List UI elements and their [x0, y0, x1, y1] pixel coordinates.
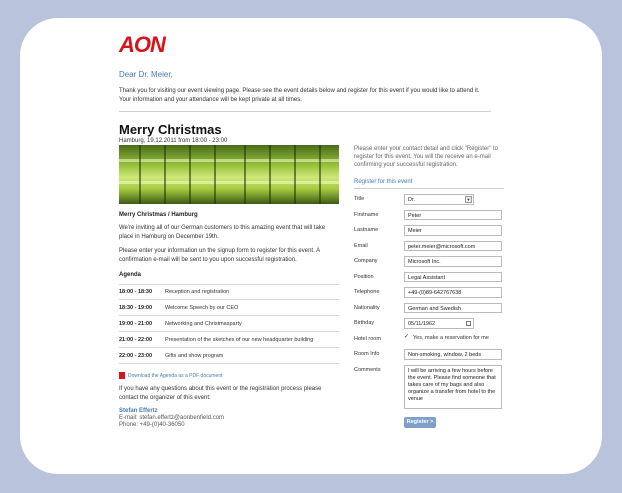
agenda-time: 22:00 - 23:00	[119, 352, 153, 359]
nationality-field[interactable]: German and Swedish	[404, 303, 502, 314]
field-label: Company	[354, 258, 378, 264]
photo-ray	[139, 145, 141, 204]
field-label: Room Info	[354, 351, 380, 357]
field-label: Comments	[354, 366, 381, 373]
agenda-label: Gifts and show program	[165, 352, 224, 359]
field-label: Position	[354, 273, 374, 280]
agenda-time: 19:00 - 21:00	[119, 320, 153, 327]
calendar-icon[interactable]	[466, 321, 471, 326]
agenda-label: Networking and Christmasparty	[165, 320, 242, 327]
agenda-title: Agenda	[119, 272, 142, 278]
position-field[interactable]: Legal Assistant	[404, 272, 502, 283]
title-value: Dr.	[408, 197, 416, 203]
agenda-label: Reception and registration	[165, 289, 230, 295]
photo-ray	[294, 145, 296, 204]
download-agenda-label: Download the Agenda as a PDF document	[128, 372, 223, 379]
field-label: Birthday	[354, 320, 375, 326]
field-label: Hotel room	[354, 335, 381, 342]
form-row-comments	[354, 365, 504, 409]
field-label: Nationality	[354, 304, 380, 311]
checkmark-icon[interactable]: ✓	[404, 334, 410, 340]
form-row-title	[354, 194, 504, 205]
contact-email: E-mail: stefan.effertz@aonbenfield.com	[119, 415, 225, 421]
room-info-field[interactable]: Non-smoking, window, 2 beds	[404, 349, 502, 360]
agenda-table	[119, 284, 339, 364]
divider	[119, 111, 491, 112]
greeting: Dear Dr. Meier,	[119, 70, 173, 79]
form-intro: Please enter your contact detail and click "Register" to register for this event. You will the receive an e-mail confirming your successful registration.	[354, 146, 498, 168]
telephone-field[interactable]: +49-(0)89-642767638	[404, 287, 502, 298]
agenda-row	[119, 348, 339, 364]
photo-ray	[189, 145, 191, 204]
contact-intro: If you have any questions about this event or the registration process please contact the organizer of this event:	[119, 386, 322, 401]
event-details	[119, 145, 339, 428]
event-photo	[119, 145, 339, 204]
agenda-time: 18:30 - 19:00	[119, 304, 153, 311]
birthday-field[interactable]	[404, 318, 474, 329]
field-label: Telephone	[354, 289, 380, 295]
register-button[interactable]: Register >	[404, 417, 436, 428]
contact-phone: Phone: +49-(0)40-36050	[119, 422, 185, 428]
page-content	[119, 32, 503, 428]
agenda-time: 18:00 - 18:30	[119, 289, 153, 295]
agenda-row	[119, 284, 339, 300]
company-field[interactable]: Microsoft Inc.	[404, 256, 502, 267]
agenda-time: 21:00 - 22:00	[119, 336, 153, 343]
photo-ray	[244, 145, 246, 204]
form-row-firstname	[354, 210, 504, 221]
aon-logo: AON	[119, 32, 165, 57]
agenda-row	[119, 316, 339, 332]
registration-panel	[354, 145, 504, 428]
page-frame	[20, 18, 602, 474]
form-row-company	[354, 256, 504, 267]
form-row-hotel	[354, 334, 504, 345]
form-row-position	[354, 272, 504, 283]
agenda-row	[119, 332, 339, 348]
form-row-telephone	[354, 287, 504, 298]
email-field[interactable]: peter.meier@microsoft.com	[404, 241, 502, 252]
photo-ray	[214, 145, 216, 204]
download-agenda-link[interactable]	[119, 372, 339, 379]
form-row-email	[354, 241, 504, 252]
intro-text: Thank you for visiting our event viewing page. Please see the event details below and register for this event if you would like to attend it. Your information and your attendance will be kept private at all times.	[119, 88, 480, 103]
form-row-birthday	[354, 318, 504, 329]
hotel-checkbox-label: Yes, make a reservation for me	[413, 334, 489, 341]
firstname-field[interactable]: Peter	[404, 210, 502, 221]
form-row-room-info	[354, 349, 504, 360]
event-description: We're inviting all of our German customers to this amazing event that will take place in Hamburg on December 19th.	[119, 225, 326, 240]
field-label: Title	[354, 196, 365, 202]
agenda-label: Welcome Speech by our CEO	[165, 304, 239, 311]
event-title: Merry Christmas	[119, 122, 222, 137]
title-select[interactable]	[404, 194, 474, 205]
divider	[354, 188, 504, 189]
event-section-title: Merry Christmas / Hamburg	[119, 212, 198, 218]
photo-band	[119, 181, 339, 184]
hotel-checkbox[interactable]	[404, 334, 489, 341]
signup-note: Please enter your information un the signup form to register for this event. A confirmation e-mail will be sent to you upon successful registration.	[119, 248, 320, 263]
field-label: Lastname	[354, 227, 379, 233]
field-label: Firstname	[354, 211, 379, 218]
chevron-down-icon[interactable]: ▼	[466, 197, 471, 202]
pdf-icon	[119, 372, 125, 379]
form-row-nationality	[354, 303, 504, 314]
contact-name: Stefan Effertz	[119, 408, 158, 414]
agenda-label: Presentation of the sketches of our new headquarter building	[165, 336, 314, 343]
birthday-value: 05/11/1962	[408, 321, 436, 327]
photo-ray	[164, 145, 166, 204]
form-row-lastname	[354, 225, 504, 236]
comments-textarea[interactable]: I will be arriving a few hours before the event. Please find someone that takes care of my bags and also organize a transfer from hotel to the venue	[404, 365, 502, 409]
photo-ray	[269, 145, 271, 204]
agenda-row	[119, 300, 339, 316]
photo-band	[119, 159, 339, 162]
photo-ray	[319, 145, 321, 204]
event-subtitle: Hamburg, 19.12.2011 from 18:00 - 23:00	[119, 138, 228, 144]
form-title: Register for this event	[354, 179, 413, 185]
lastname-field[interactable]: Meier	[404, 225, 502, 236]
field-label: Email	[354, 242, 368, 249]
